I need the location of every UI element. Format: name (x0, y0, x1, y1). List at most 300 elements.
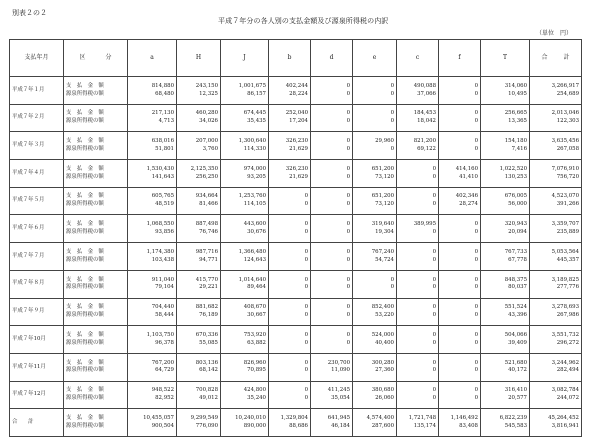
payment-amount: 948,522 (151, 387, 174, 394)
value-cell-f (439, 187, 481, 215)
category-payment-label: 支 払 金 額 (66, 414, 104, 421)
value-cell-a (128, 326, 177, 354)
payment-amount: 0 (346, 82, 350, 89)
payment-amount: 460,280 (195, 110, 218, 117)
table-row (10, 132, 582, 160)
value-cell-T (481, 298, 530, 326)
value-cell-J (221, 409, 269, 437)
table-body (10, 77, 582, 437)
value-cell-H (177, 215, 221, 243)
payment-amount: 3,551,732 (551, 331, 579, 338)
value-cell-total (530, 104, 582, 132)
value-cell-e (353, 381, 397, 409)
withholding-tax-amount: 0 (432, 229, 436, 236)
month-cell: 平成７年７月 (10, 243, 64, 271)
withholding-tax-amount: 94,771 (199, 256, 218, 263)
withholding-tax-amount: 89,464 (247, 284, 266, 291)
payment-amount: 0 (304, 387, 308, 394)
category-tax-label: 源泉所得税の額 (66, 395, 104, 402)
withholding-tax-amount: 68,480 (155, 90, 174, 97)
value-cell-total (530, 353, 582, 381)
value-cell-c (397, 77, 439, 105)
value-cell-J (221, 215, 269, 243)
category-tax-label: 源泉所得税の額 (66, 256, 104, 263)
withholding-tax-amount: 267,986 (556, 312, 579, 319)
header-col-b: b (269, 40, 311, 77)
header-total-left: 合 (541, 54, 548, 61)
withholding-tax-amount: 40,400 (375, 339, 394, 346)
payment-amount: 0 (304, 331, 308, 338)
header-col-d: d (311, 40, 353, 77)
value-cell-b (269, 77, 311, 105)
payment-amount: 0 (346, 165, 350, 172)
value-cell-H (177, 270, 221, 298)
value-cell-T (481, 77, 530, 105)
value-cell-a (128, 270, 177, 298)
value-cell-f (439, 409, 481, 437)
withholding-tax-amount: 0 (390, 145, 394, 152)
payment-amount: 0 (432, 276, 436, 283)
value-cell-f (439, 353, 481, 381)
value-cell-total (530, 326, 582, 354)
value-cell-f (439, 270, 481, 298)
withholding-tax-amount: 76,189 (199, 312, 218, 319)
withholding-tax-amount: 254,689 (556, 90, 579, 97)
payment-amount: 402,244 (285, 82, 308, 89)
payment-amount: 1,068,550 (146, 221, 174, 228)
header-col-f: f (439, 40, 481, 77)
header-row (10, 40, 582, 77)
category-cell (64, 104, 128, 132)
category-tax-label: 源泉所得税の額 (66, 312, 104, 319)
payment-amount: 767,240 (371, 248, 394, 255)
withholding-tax-amount: 0 (304, 367, 308, 374)
withholding-tax-amount: 63,882 (247, 339, 266, 346)
payment-amount: 0 (304, 276, 308, 283)
withholding-tax-amount: 0 (432, 173, 436, 180)
category-tax-label: 源泉所得税の額 (66, 90, 104, 97)
payment-amount: 1,253,760 (238, 193, 266, 200)
value-cell-e (353, 215, 397, 243)
payment-amount: 3,278,693 (551, 304, 579, 311)
withholding-tax-amount: 3,816,941 (551, 422, 579, 429)
payment-amount: 524,000 (371, 331, 394, 338)
value-cell-f (439, 132, 481, 160)
payment-amount: 826,960 (243, 359, 266, 366)
payment-amount: 821,200 (413, 138, 436, 145)
withholding-tax-amount: 88,686 (289, 422, 308, 429)
withholding-tax-amount: 7,416 (511, 145, 527, 152)
withholding-tax-amount: 73,120 (375, 173, 394, 180)
value-cell-a (128, 381, 177, 409)
payment-amount: 767,200 (151, 359, 174, 366)
payment-amount: 0 (474, 387, 478, 394)
payment-amount: 414,160 (455, 165, 478, 172)
withholding-tax-amount: 900,504 (151, 422, 174, 429)
withholding-tax-amount: 0 (474, 312, 478, 319)
month-cell: 平成７年１月 (10, 77, 64, 105)
withholding-tax-amount: 267,058 (556, 145, 579, 152)
value-cell-e (353, 270, 397, 298)
value-cell-d (311, 104, 353, 132)
payment-amount: 314,060 (504, 82, 527, 89)
table-row (10, 409, 582, 437)
payment-amount: 1,366,480 (238, 248, 266, 255)
withholding-tax-amount: 0 (304, 339, 308, 346)
header-col-a: a (128, 40, 177, 77)
withholding-tax-amount: 81,466 (199, 201, 218, 208)
payment-amount: 0 (390, 276, 394, 283)
withholding-tax-amount: 83,408 (459, 422, 478, 429)
withholding-tax-amount: 0 (432, 367, 436, 374)
payment-amount: 389,995 (413, 221, 436, 228)
payment-amount: 2,013,046 (551, 110, 579, 117)
value-cell-total (530, 381, 582, 409)
payment-amount: 670,336 (195, 331, 218, 338)
payment-amount: 217,130 (151, 110, 174, 117)
value-cell-total (530, 243, 582, 271)
category-cell (64, 132, 128, 160)
payment-amount: 380,680 (371, 387, 394, 394)
withholding-tax-amount: 51,801 (155, 145, 174, 152)
value-cell-b (269, 104, 311, 132)
payment-amount: 3,244,962 (551, 359, 579, 366)
withholding-tax-amount: 0 (346, 173, 350, 180)
payment-amount: 1,146,492 (450, 414, 478, 421)
withholding-tax-amount: 43,396 (508, 312, 527, 319)
value-cell-J (221, 270, 269, 298)
withholding-tax-amount: 70,895 (247, 367, 266, 374)
value-cell-c (397, 187, 439, 215)
value-cell-J (221, 243, 269, 271)
withholding-tax-amount: 0 (304, 395, 308, 402)
withholding-tax-amount: 79,104 (155, 284, 174, 291)
category-cell (64, 326, 128, 354)
payment-amount: 3,359,707 (551, 221, 579, 228)
payment-amount: 4,574,400 (366, 414, 394, 421)
value-cell-e (353, 160, 397, 188)
value-cell-J (221, 298, 269, 326)
value-cell-T (481, 187, 530, 215)
value-cell-f (439, 104, 481, 132)
category-cell (64, 160, 128, 188)
payment-amount: 852,400 (371, 304, 394, 311)
withholding-tax-amount: 80,037 (508, 284, 527, 291)
withholding-tax-amount: 48,519 (155, 201, 174, 208)
category-tax-label: 源泉所得税の額 (66, 284, 104, 291)
withholding-tax-amount: 68,142 (199, 367, 218, 374)
payment-amount: 2,125,350 (190, 165, 218, 172)
value-cell-T (481, 215, 530, 243)
withholding-tax-amount: 73,120 (375, 201, 394, 208)
value-cell-b (269, 353, 311, 381)
value-cell-a (128, 243, 177, 271)
payment-amount: 0 (346, 331, 350, 338)
table-row (10, 326, 582, 354)
withholding-tax-amount: 282,494 (556, 367, 579, 374)
payment-amount: 0 (346, 304, 350, 311)
withholding-tax-amount: 0 (390, 90, 394, 97)
payment-amount: 641,945 (327, 414, 350, 421)
month-cell: 平成７年６月 (10, 215, 64, 243)
withholding-tax-amount: 49,012 (199, 395, 218, 402)
withholding-tax-amount: 0 (474, 145, 478, 152)
payment-amount: 411,245 (327, 387, 350, 394)
value-cell-total (530, 160, 582, 188)
payment-amount: 676,005 (504, 193, 527, 200)
category-payment-label: 支 払 金 額 (66, 248, 104, 255)
table-row (10, 104, 582, 132)
category-tax-label: 源泉所得税の額 (66, 339, 104, 346)
value-cell-e (353, 77, 397, 105)
payment-amount: 1,530,430 (146, 165, 174, 172)
payment-amount: 10,240,010 (235, 414, 266, 421)
withholding-tax-amount: 13,365 (508, 118, 527, 125)
withholding-tax-amount: 235,889 (556, 229, 579, 236)
value-cell-H (177, 187, 221, 215)
payment-amount: 1,001,675 (238, 82, 266, 89)
value-cell-f (439, 77, 481, 105)
withholding-tax-amount: 56,000 (508, 201, 527, 208)
value-cell-T (481, 409, 530, 437)
category-tax-label: 源泉所得税の額 (66, 145, 104, 152)
payment-amount: 704,440 (151, 304, 174, 311)
value-cell-J (221, 187, 269, 215)
payment-amount: 638,016 (151, 138, 174, 145)
payment-amount: 490,088 (413, 82, 436, 89)
payment-amount: 0 (474, 276, 478, 283)
withholding-tax-amount: 0 (346, 90, 350, 97)
value-cell-c (397, 243, 439, 271)
category-cell (64, 298, 128, 326)
withholding-tax-amount: 776,090 (195, 422, 218, 429)
withholding-tax-amount: 0 (304, 312, 308, 319)
month-cell: 平成７年５月 (10, 187, 64, 215)
value-cell-c (397, 215, 439, 243)
value-cell-b (269, 381, 311, 409)
withholding-tax-amount: 0 (474, 90, 478, 97)
table-row (10, 215, 582, 243)
withholding-tax-amount: 67,778 (508, 256, 527, 263)
withholding-tax-amount: 0 (346, 256, 350, 263)
payment-amount: 987,716 (195, 248, 218, 255)
value-cell-d (311, 215, 353, 243)
value-cell-total (530, 215, 582, 243)
withholding-tax-amount: 21,629 (289, 173, 308, 180)
withholding-tax-amount: 445,357 (556, 256, 579, 263)
withholding-tax-amount: 124,643 (243, 256, 266, 263)
withholding-tax-amount: 0 (474, 395, 478, 402)
month-cell: 平成７年10月 (10, 326, 64, 354)
withholding-tax-amount: 28,224 (289, 90, 308, 97)
payment-amount: 0 (346, 221, 350, 228)
payment-amount: 243,150 (195, 82, 218, 89)
withholding-tax-amount: 30,667 (247, 312, 266, 319)
value-cell-total (530, 187, 582, 215)
category-payment-label: 支 払 金 額 (66, 82, 104, 89)
header-category (64, 40, 128, 77)
table-row (10, 381, 582, 409)
value-cell-T (481, 353, 530, 381)
payment-amount: 29,960 (375, 138, 394, 145)
payment-amount: 1,300,640 (238, 138, 266, 145)
withholding-tax-amount: 64,729 (155, 367, 174, 374)
table-row (10, 187, 582, 215)
month-cell: 平成７年12月 (10, 381, 64, 409)
value-cell-e (353, 132, 397, 160)
header-col-H: H (177, 40, 221, 77)
value-cell-c (397, 270, 439, 298)
value-cell-J (221, 77, 269, 105)
withholding-tax-amount: 27,360 (375, 367, 394, 374)
value-cell-b (269, 215, 311, 243)
payment-amount: 0 (432, 304, 436, 311)
withholding-tax-amount: 244,072 (556, 395, 579, 402)
value-cell-T (481, 243, 530, 271)
payment-amount: 320,943 (504, 221, 527, 228)
value-cell-c (397, 381, 439, 409)
withholding-tax-amount: 0 (432, 201, 436, 208)
payment-amount: 504,066 (504, 331, 527, 338)
category-cell (64, 77, 128, 105)
value-cell-e (353, 409, 397, 437)
payment-amount: 1,174,380 (146, 248, 174, 255)
payment-amount: 3,189,825 (551, 276, 579, 283)
payment-amount: 0 (346, 138, 350, 145)
withholding-tax-amount: 545,583 (504, 422, 527, 429)
header-month: 支払年月 (10, 40, 64, 77)
value-cell-a (128, 104, 177, 132)
withholding-tax-amount: 41,410 (459, 173, 478, 180)
document-label: 別表２の２ (12, 9, 47, 17)
header-col-T: T (481, 40, 530, 77)
value-cell-J (221, 326, 269, 354)
month-cell: 平成７年３月 (10, 132, 64, 160)
value-cell-T (481, 326, 530, 354)
withholding-tax-amount: 30,676 (247, 229, 266, 236)
category-cell (64, 270, 128, 298)
category-cell (64, 215, 128, 243)
payment-amount: 0 (346, 276, 350, 283)
payment-amount: 0 (432, 248, 436, 255)
value-cell-c (397, 132, 439, 160)
category-payment-label: 支 払 金 額 (66, 165, 104, 172)
value-cell-f (439, 243, 481, 271)
value-cell-a (128, 160, 177, 188)
payment-amount: 402,346 (455, 193, 478, 200)
withholding-tax-amount: 39,409 (508, 339, 527, 346)
withholding-tax-amount: 0 (346, 312, 350, 319)
payment-amount: 0 (346, 248, 350, 255)
withholding-tax-amount: 296,272 (556, 339, 579, 346)
payment-amount: 674,445 (243, 110, 266, 117)
value-cell-J (221, 160, 269, 188)
withholding-tax-amount: 0 (346, 118, 350, 125)
payment-amount: 767,733 (504, 248, 527, 255)
value-cell-H (177, 409, 221, 437)
withholding-tax-amount: 3,760 (202, 145, 218, 152)
category-payment-label: 支 払 金 額 (66, 387, 104, 394)
value-cell-H (177, 243, 221, 271)
withholding-tax-amount: 0 (474, 256, 478, 263)
month-cell: 平成７年11月 (10, 353, 64, 381)
header-total (530, 40, 582, 77)
category-payment-label: 支 払 金 額 (66, 304, 104, 311)
value-cell-H (177, 298, 221, 326)
payment-amount: 252,040 (285, 110, 308, 117)
payment-amount: 551,524 (504, 304, 527, 311)
payment-amount: 0 (432, 193, 436, 200)
withholding-tax-amount: 37,066 (417, 90, 436, 97)
category-tax-label: 源泉所得税の額 (66, 367, 104, 374)
value-cell-total (530, 298, 582, 326)
value-cell-c (397, 298, 439, 326)
payment-amount: 1,329,804 (280, 414, 308, 421)
value-cell-H (177, 381, 221, 409)
category-cell (64, 353, 128, 381)
category-payment-label: 支 払 金 額 (66, 110, 104, 117)
withholding-tax-amount: 135,174 (413, 422, 436, 429)
payment-amount: 814,880 (151, 82, 174, 89)
withholding-tax-amount: 0 (390, 284, 394, 291)
withholding-tax-amount: 11,090 (331, 367, 350, 374)
category-payment-label: 支 払 金 額 (66, 193, 104, 200)
payment-amount: 700,828 (195, 387, 218, 394)
withholding-tax-amount: 20,094 (508, 229, 527, 236)
withholding-tax-amount: 58,444 (155, 312, 174, 319)
withholding-tax-amount: 21,629 (289, 145, 308, 152)
payment-amount: 0 (304, 193, 308, 200)
category-payment-label: 支 払 金 額 (66, 359, 104, 366)
withholding-tax-amount: 76,746 (199, 229, 218, 236)
value-cell-f (439, 215, 481, 243)
withholding-tax-amount: 114,105 (243, 201, 266, 208)
table-row (10, 270, 582, 298)
category-tax-label: 源泉所得税の額 (66, 229, 104, 236)
value-cell-e (353, 104, 397, 132)
withholding-tax-amount: 12,325 (199, 90, 218, 97)
unit-note: （単位 円） (535, 30, 572, 37)
value-cell-H (177, 77, 221, 105)
header-col-e: e (353, 40, 397, 77)
value-cell-H (177, 326, 221, 354)
withholding-tax-amount: 0 (346, 145, 350, 152)
value-cell-d (311, 409, 353, 437)
value-cell-d (311, 298, 353, 326)
payment-amount: 1,022,520 (499, 165, 527, 172)
withholding-tax-amount: 0 (304, 201, 308, 208)
document-title: 平成７年分の各人別の支払金額及び源泉所得税の内訳 (218, 17, 389, 25)
withholding-tax-amount: 55,085 (199, 339, 218, 346)
table-row (10, 160, 582, 188)
category-tax-label: 源泉所得税の額 (66, 173, 104, 180)
value-cell-H (177, 353, 221, 381)
payment-amount: 0 (304, 248, 308, 255)
category-tax-label: 源泉所得税の額 (66, 422, 104, 429)
value-cell-e (353, 298, 397, 326)
payment-amount: 0 (474, 82, 478, 89)
payment-amount: 1,103,750 (146, 331, 174, 338)
payment-amount: 3,082,784 (551, 387, 579, 394)
category-cell (64, 409, 128, 437)
payment-amount: 424,800 (243, 387, 266, 394)
header-col-J: J (221, 40, 269, 77)
value-cell-a (128, 298, 177, 326)
payment-amount: 753,920 (243, 331, 266, 338)
withholding-tax-amount: 96,378 (155, 339, 174, 346)
value-cell-a (128, 77, 177, 105)
withholding-tax-amount: 103,438 (151, 256, 174, 263)
